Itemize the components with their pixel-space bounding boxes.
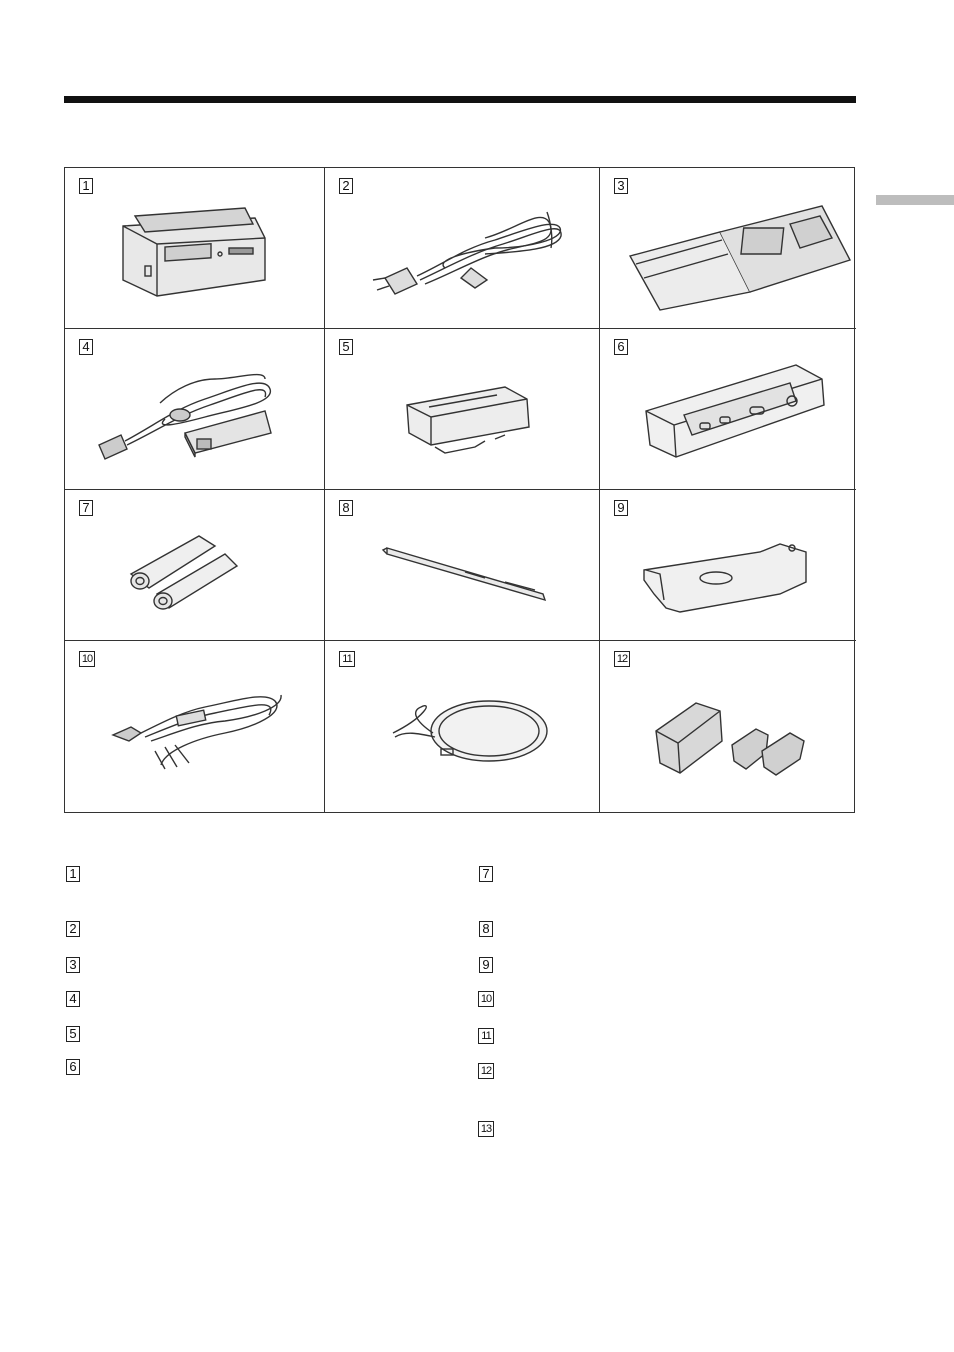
battery-holder-illustration	[600, 490, 856, 641]
list-number: 7	[479, 866, 493, 882]
accessories-grid	[64, 167, 855, 813]
item-number: 9	[614, 500, 628, 516]
item-number: 7	[79, 500, 93, 516]
item-number: 5	[339, 339, 353, 355]
item-number: 2	[339, 178, 353, 194]
stylus-pen-illustration	[325, 490, 600, 641]
item-number: 10	[79, 651, 95, 667]
section-tab-marker	[876, 195, 954, 205]
list-number: 10	[478, 991, 494, 1007]
ac-adaptor-illustration	[65, 329, 325, 490]
grid-cell-1	[65, 168, 325, 329]
list-number: 9	[479, 957, 493, 973]
grid-cell-9	[600, 490, 856, 641]
item-number: 3	[614, 178, 628, 194]
grid-cell-3	[600, 168, 856, 329]
list-number: 5	[66, 1026, 80, 1042]
list-number: 13	[478, 1121, 494, 1137]
list-number: 8	[479, 921, 493, 937]
list-number: 3	[66, 957, 80, 973]
battery-pack-illustration	[325, 329, 600, 490]
top-rule	[64, 96, 856, 103]
grid-cell-10	[65, 641, 325, 813]
item-number: 11	[339, 651, 355, 667]
item-number: 12	[614, 651, 630, 667]
grid-cell-4	[65, 329, 325, 490]
item-number: 8	[339, 500, 353, 516]
ferrite-cores-illustration	[600, 641, 856, 813]
remote-commander-illustration	[600, 329, 856, 490]
item-number: 4	[79, 339, 93, 355]
grid-cell-6	[600, 329, 856, 490]
item-number: 1	[79, 178, 93, 194]
list-number: 12	[478, 1063, 494, 1079]
grid-cell-2	[325, 168, 600, 329]
list-number: 6	[66, 1059, 80, 1075]
av-connecting-cable-illustration	[65, 641, 325, 813]
list-number: 1	[66, 866, 80, 882]
aa-batteries-illustration	[65, 490, 325, 641]
list-number: 11	[478, 1028, 494, 1044]
ac-power-cord-illustration	[325, 168, 600, 329]
grid-cell-7	[65, 490, 325, 641]
lens-cap-illustration	[325, 641, 600, 813]
grid-cell-8	[325, 490, 600, 641]
battery-charger-illustration	[65, 168, 325, 329]
memory-card-adaptor-illustration	[600, 168, 856, 329]
item-number: 6	[614, 339, 628, 355]
list-number: 2	[66, 921, 80, 937]
grid-cell-12	[600, 641, 856, 813]
grid-cell-11	[325, 641, 600, 813]
list-number: 4	[66, 991, 80, 1007]
grid-cell-5	[325, 329, 600, 490]
